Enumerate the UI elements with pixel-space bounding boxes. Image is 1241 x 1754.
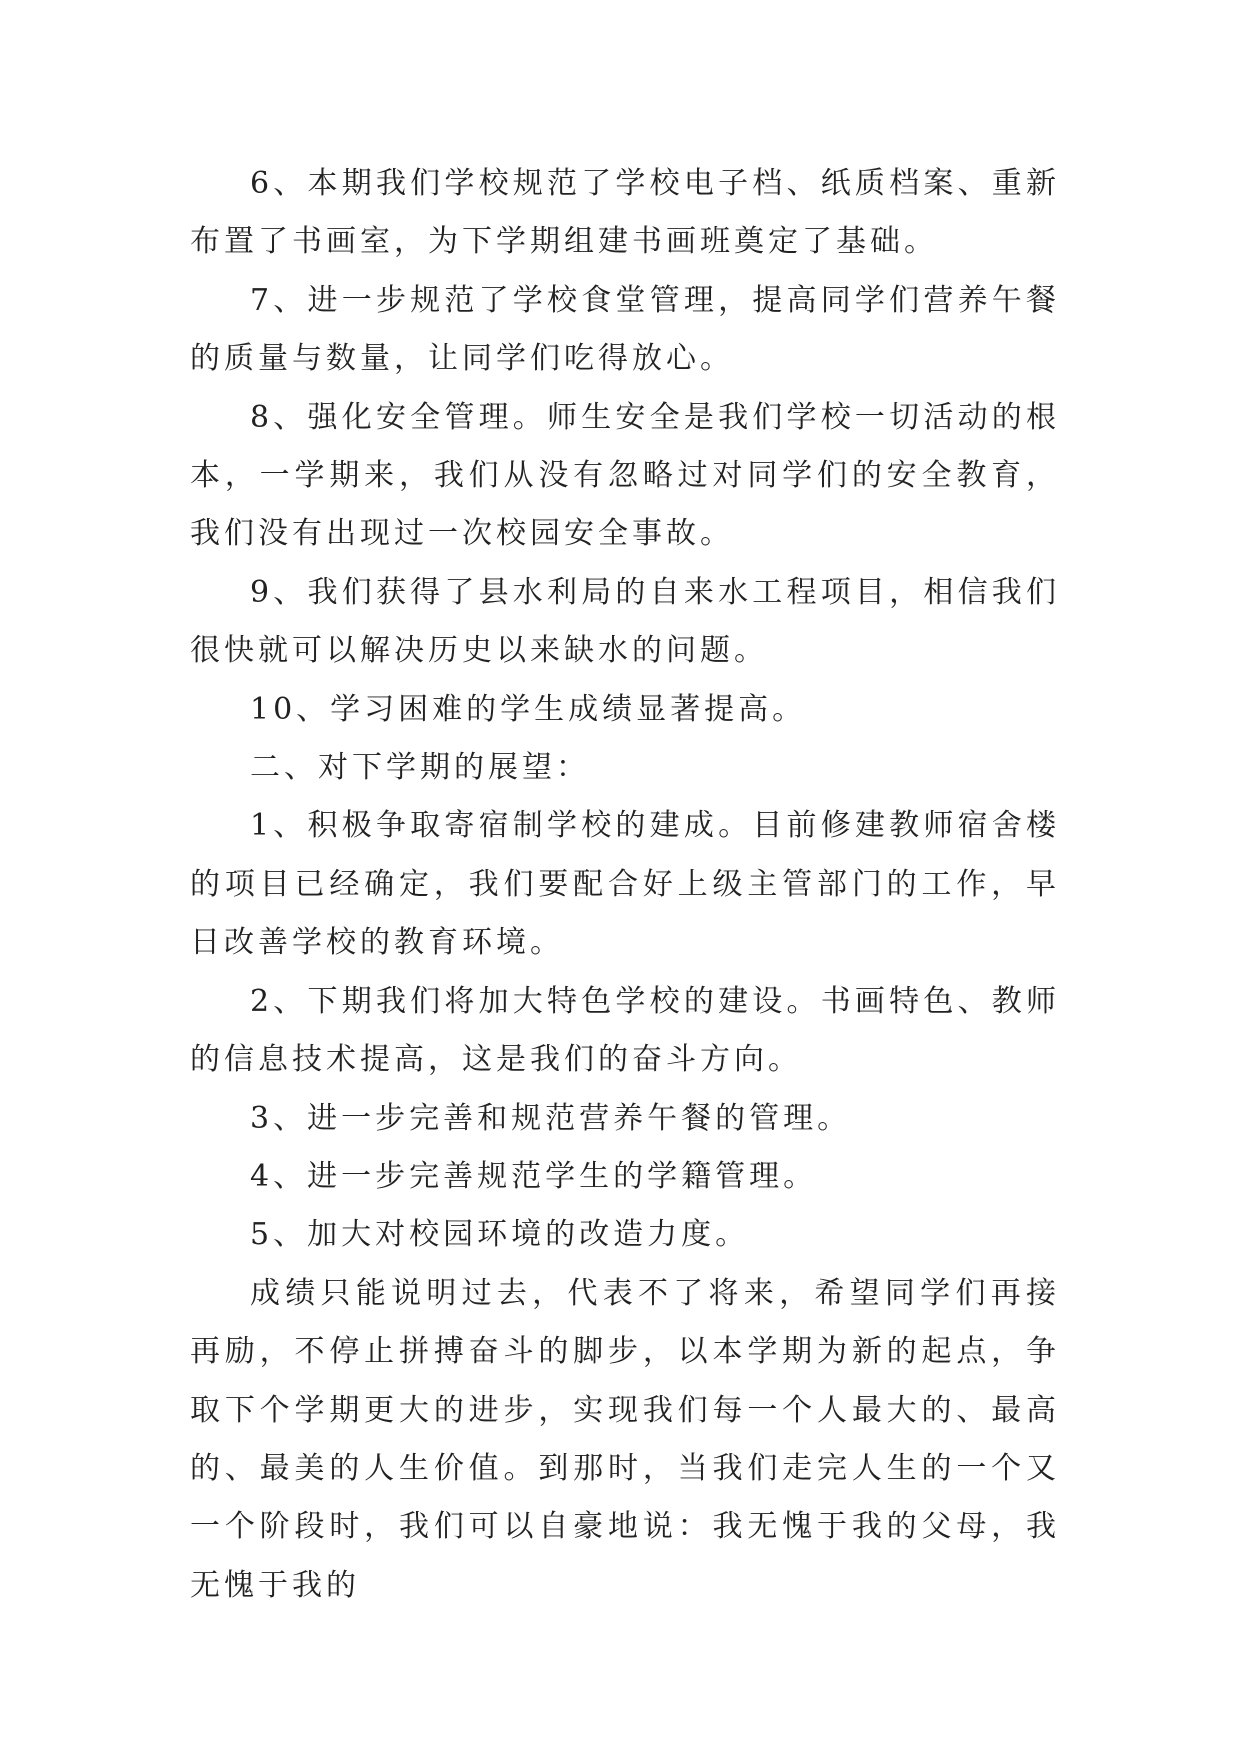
paragraph-item-10: 10、学习困难的学生成绩显著提高。	[250, 691, 807, 727]
outlook-item-1: 1、积极争取寄宿制学校的建成。目前修建教师宿舍楼的项目已经确定，我们要配合好上级主管部门的工作，早日改善学校的教育环境。	[190, 808, 1060, 961]
outlook-item-4: 4、进一步完善规范学生的学籍管理。	[250, 1158, 818, 1194]
outlook-item-3: 3、进一步完善和规范营养午餐的管理。	[250, 1100, 852, 1136]
closing-paragraph: 成绩只能说明过去，代表不了将来，希望同学们再接再励，不停止拼搏奋斗的脚步，以本学期为新的起点，争取下个学期更大的进步，实现我们每一个人最大的、最高的、最美的人生价值。到那时，当我们走完人生的一个又一个阶段时，我们可以自豪地说：我无愧于我的父母，我无愧于我的	[190, 1275, 1060, 1603]
paragraph-item-9: 9、我们获得了县水利局的自来水工程项目，相信我们很快就可以解决历史以来缺水的问题。	[190, 574, 1060, 669]
paragraph-item-7: 7、进一步规范了学校食堂管理，提高同学们营养午餐的质量与数量，让同学们吃得放心。	[190, 282, 1060, 377]
paragraph-item-8: 8、强化安全管理。师生安全是我们学校一切活动的根本，一学期来，我们从没有忽略过对同学们的安全教育，我们没有出现过一次校园安全事故。	[190, 399, 1060, 552]
paragraph-item-6: 6、本期我们学校规范了学校电子档、纸质档案、重新布置了书画室，为下学期组建书画班奠定了基础。	[190, 166, 1060, 260]
outlook-item-5: 5、加大对校园环境的改造力度。	[250, 1217, 750, 1253]
section-heading-outlook: 二、对下学期的展望：	[250, 750, 590, 786]
document-body	[190, 155, 1060, 1615]
outlook-item-2: 2、下期我们将加大特色学校的建设。书画特色、教师的信息技术提高，这是我们的奋斗方向。	[190, 983, 1060, 1078]
